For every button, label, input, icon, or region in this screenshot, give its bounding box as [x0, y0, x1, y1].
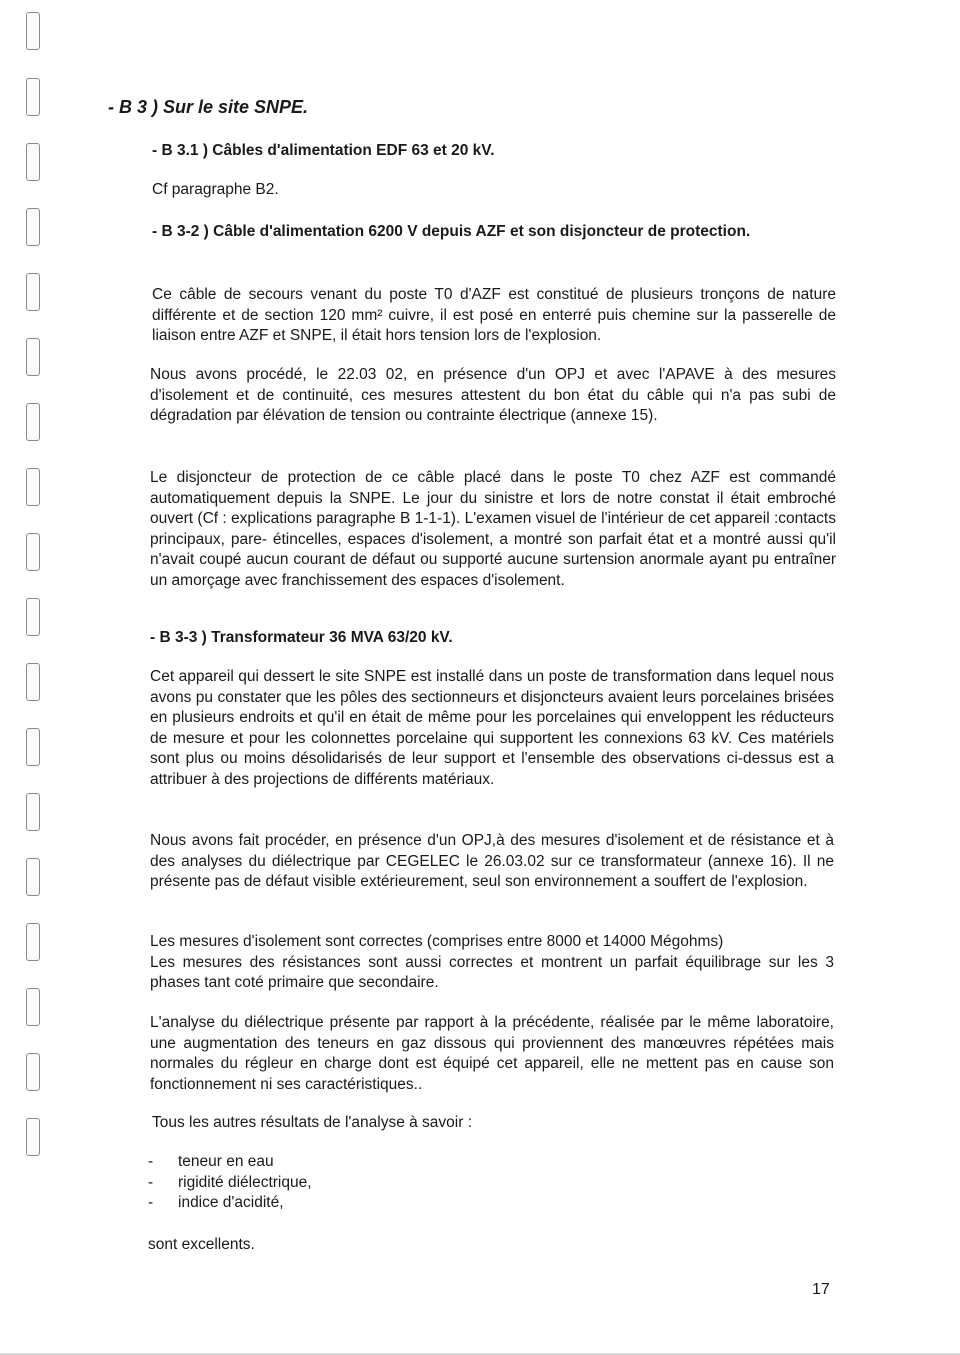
bullet-dash: -: [148, 1173, 154, 1191]
results-list: [148, 1152, 648, 1214]
cf-paragraph-b2: Cf paragraphe B2.: [152, 181, 279, 198]
paragraph-analyse-dielectrique: L'analyse du diélectrique présente par rapport à la précédente, réalisée par le même laboratoire, une augmentation des teneurs en gaz dissous qui proviennent des manœuvres répétées mais normales du régleur en charge dont est équipé cet appareil, elle ne mettent pas en cause son fonctionnement ni ses caractéristiques..: [150, 1014, 834, 1093]
page-number: 17: [812, 1281, 830, 1298]
paragraph-isolement-correct: [150, 932, 834, 994]
list-item: [148, 1173, 648, 1194]
list-item: [148, 1152, 648, 1173]
paragraph-mesures-isolement-cable: Nous avons procédé, le 22.03 02, en présence d'un OPJ et avec l'APAVE à des mesures d'isolement et de continuité, ces mesures attestent du bon état du câble qui n'a pas subi de dégradation par élévation de tension ou contrainte électrique (annexe 15).: [150, 366, 836, 424]
bullet-dash: -: [148, 1194, 154, 1211]
paragraph-transformateur-poste: Cet appareil qui dessert le site SNPE est installé dans un poste de transformation dans lequel nous avons pu constater que les pôles des sectionneurs et disjoncteurs avaient leurs porcelaines brisées en plusieurs endroits et qu'il en était de même pour les porcelaines qui enveloppent les réducteurs de mesure et pour les colonnettes porcelaine qui supportent les connexions 63 kV. Ces matériels sont plus ou moins désolidarisés de leur support et l'ensemble des observations ci-dessus est a attribuer à des projections de différents matériaux.: [150, 668, 834, 788]
section-heading: - B 3 ) Sur le site SNPE.: [108, 97, 309, 117]
bullet-dash: -: [148, 1153, 154, 1170]
list-item-label: teneur en eau: [178, 1153, 274, 1170]
list-item: [148, 1193, 648, 1214]
paragraph-mesures-cegelec: Nous avons fait procéder, en présence d'un OPJ,à des mesures d'isolement et de résistance et à des analyses du diélectrique par CEGELEC le 26.03.02 sur ce transformateur (annexe 16). Il ne présente pas de défaut visible extérieurement, seul son environnement a souffert de l'explosion.: [150, 832, 834, 890]
closing-line: sont excellents.: [148, 1236, 255, 1253]
paragraph-autres-resultats: Tous les autres résultats de l'analyse à savoir :: [152, 1114, 473, 1131]
list-item-label: rigidité diélectrique,: [178, 1173, 312, 1191]
paragraph-cable-secours: Ce câble de secours venant du poste T0 d'AZF est constitué de plusieurs tronçons de nature différente et de section 120 mm² cuivre, il est posé en enterré puis chemine sur la passerelle de liaison entre AZF et SNPE, il était hors tension lors de l'explosion.: [152, 286, 836, 344]
subsection-b3-1-title: - B 3.1 ) Câbles d'alimentation EDF 63 et 20 kV.: [152, 142, 495, 159]
isolement-line: Les mesures d'isolement sont correctes (comprises entre 8000 et 14000 Mégohms): [150, 933, 724, 950]
subsection-b3-3-title: - B 3-3 ) Transformateur 36 MVA 63/20 kV.: [150, 629, 453, 646]
resistances-line: Les mesures des résistances sont aussi correctes et montrent un parfait équilibrage sur les 3 phases tant coté primaire que secondaire.: [150, 953, 834, 991]
list-item-label: indice d'acidité,: [178, 1194, 284, 1211]
subsection-b3-2-title: - B 3-2 ) Câble d'alimentation 6200 V depuis AZF et son disjoncteur de protection.: [152, 223, 751, 240]
paragraph-disjoncteur-protection: Le disjoncteur de protection de ce câble placé dans le poste T0 chez AZF est commandé automatiquement depuis la SNPE. Le jour du sinistre et lors de notre constat il était embroché ouvert (Cf : explications paragraphe B 1-1-1). L'examen visuel de l'intérieur de cet appareil :contacts principaux, pare- étincelles, espaces d'isolement, a montré son parfait état et a montré aussi qu'il n'avait coupé aucun courant de défaut ou supporté aucune surtension anormale ayant pu entraîner un amorçage avec franchissement des espaces d'isolement.: [150, 469, 836, 589]
